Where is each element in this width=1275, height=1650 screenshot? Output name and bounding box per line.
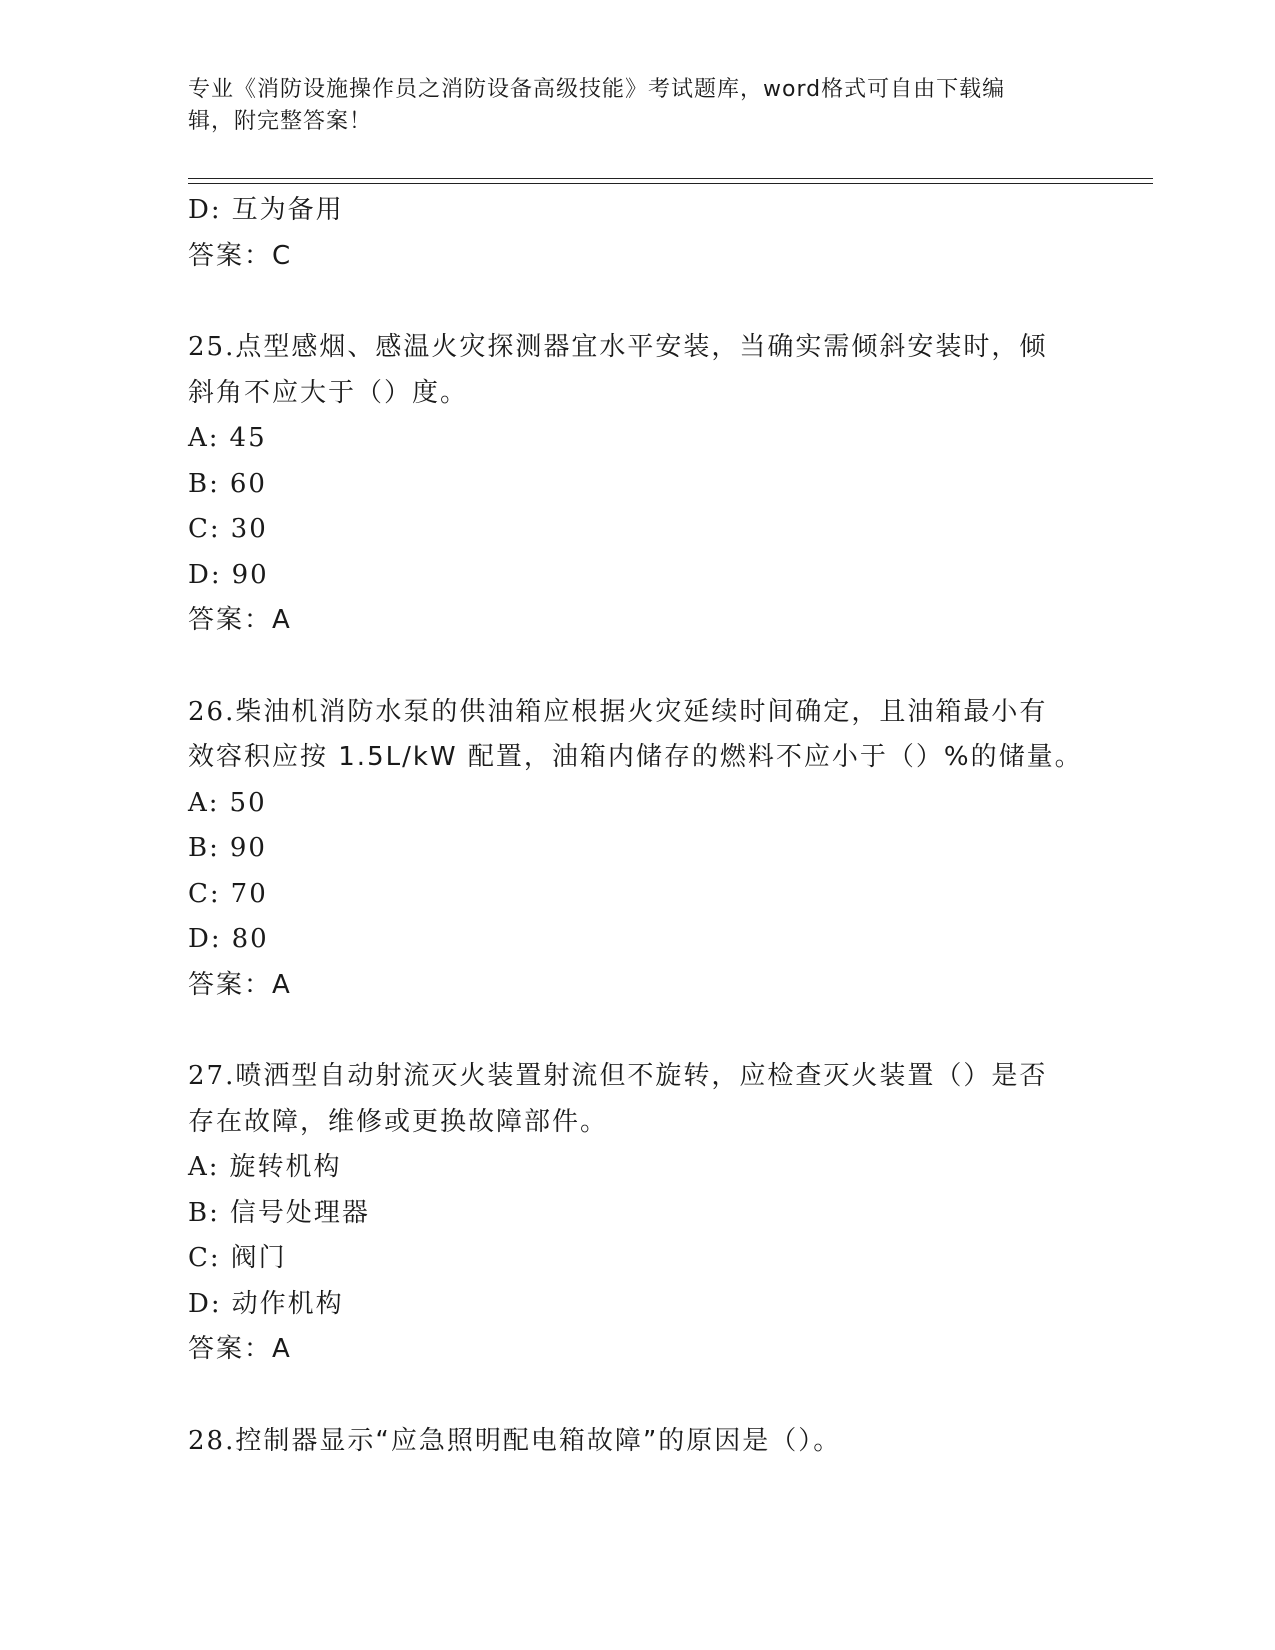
option-text: 90 [231, 559, 269, 590]
answer-line: 答案：A [188, 969, 292, 1000]
option-letter: A: [188, 423, 220, 453]
option-letter: C: [188, 514, 221, 544]
question-number: 26. [188, 696, 236, 727]
option-text: 动作机构 [231, 1288, 344, 1319]
option-a [188, 416, 1088, 462]
question-number: 25. [188, 332, 236, 362]
header-line-2: 辑，附完整答案！ [188, 109, 373, 134]
question-body [188, 188, 1088, 1464]
option-letter: A: [188, 1152, 220, 1182]
question-number: 28. [188, 1425, 236, 1456]
header-rule-bottom [188, 183, 1153, 184]
option-a [188, 781, 1088, 827]
option-d [188, 917, 1088, 963]
page-header [188, 74, 1088, 138]
question-26-line-2: 效容积应按 1.5L/kW 配置，油箱内储存的燃料不应小于（）%的储量。 [188, 742, 1083, 772]
question-25-line-2: 斜角不应大于（）度。 [188, 377, 469, 408]
option-d [188, 188, 1088, 234]
option-text: 30 [230, 514, 268, 544]
option-text: 阀门 [230, 1243, 287, 1273]
header-line-1: 专业《消防设施操作员之消防设备高级技能》考试题库，word格式可自由下载编 [188, 77, 1006, 102]
option-text: 60 [229, 468, 267, 499]
option-text: 50 [229, 787, 267, 818]
option-letter: D: [188, 195, 222, 225]
option-letter: B: [188, 1197, 220, 1228]
option-c [188, 507, 1088, 553]
option-d [188, 1282, 1088, 1328]
answer-line: 答案：A [188, 1334, 292, 1364]
option-text: 45 [229, 423, 267, 453]
option-text: 90 [229, 833, 267, 863]
option-letter: C: [188, 878, 221, 909]
question-text: 控制器显示“应急照明配电箱故障”的原因是（）。 [235, 1425, 842, 1456]
answer-line: 答案：A [188, 605, 292, 635]
question-text: 喷洒型自动射流灭火装置射流但不旋转，应检查灭火装置（）是否 [235, 1061, 1048, 1091]
option-letter: C: [188, 1243, 221, 1273]
option-letter: D: [188, 924, 222, 954]
option-c [188, 872, 1088, 918]
option-b [188, 462, 1088, 508]
option-letter: A: [188, 787, 220, 818]
question-28-line-1 [188, 1419, 1088, 1465]
option-b [188, 1191, 1088, 1237]
option-d [188, 553, 1088, 599]
option-letter: B: [188, 468, 220, 499]
question-25-line-1 [188, 325, 1088, 371]
question-26-line-1 [188, 690, 1088, 736]
option-text: 互为备用 [231, 195, 344, 225]
option-c [188, 1236, 1088, 1282]
option-text: 80 [231, 924, 269, 954]
question-text: 柴油机消防水泵的供油箱应根据火灾延续时间确定，且油箱最小有 [235, 696, 1048, 727]
question-text: 点型感烟、感温火灾探测器宜水平安装，当确实需倾斜安装时，倾 [235, 332, 1048, 362]
option-letter: D: [188, 1288, 222, 1319]
option-text: 旋转机构 [229, 1152, 342, 1182]
option-text: 70 [230, 878, 268, 909]
question-number: 27. [188, 1061, 236, 1091]
option-text: 信号处理器 [229, 1197, 370, 1228]
option-letter: D: [188, 559, 222, 590]
option-letter: B: [188, 833, 220, 863]
option-b [188, 826, 1088, 872]
question-27-line-1 [188, 1054, 1088, 1100]
question-27-line-2: 存在故障，维修或更换故障部件。 [188, 1106, 609, 1137]
header-rule-top [188, 178, 1153, 179]
option-a [188, 1145, 1088, 1191]
answer-line: 答案：C [188, 240, 293, 271]
